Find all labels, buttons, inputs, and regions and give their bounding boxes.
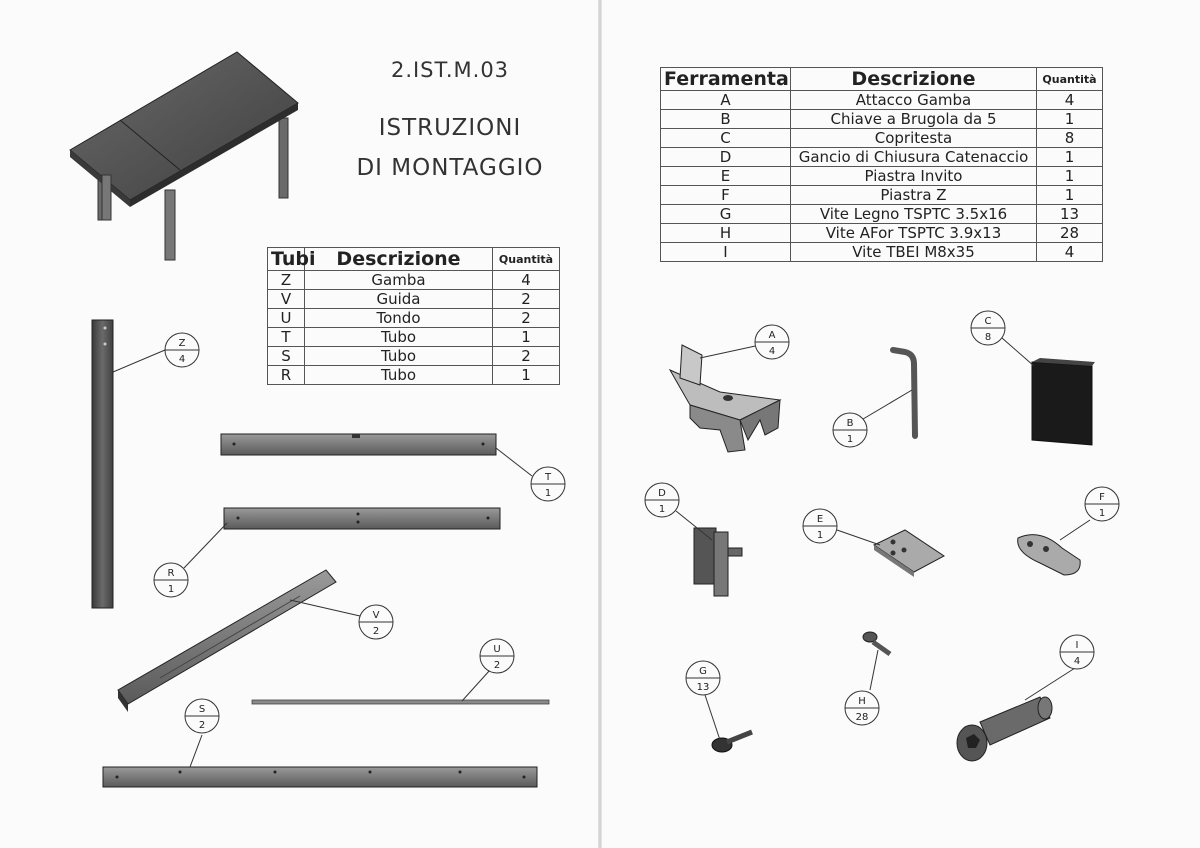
callout-d <box>645 483 679 517</box>
ferramenta-header-code: Ferramenta <box>661 68 791 91</box>
cell-qty: 1 <box>1037 186 1103 205</box>
callout-letter: Z <box>178 338 186 349</box>
document-title-line2: DI MONTAGGIO <box>356 155 544 181</box>
cell-desc: Gancio di Chiusura Catenaccio <box>791 148 1037 167</box>
cell-qty: 2 <box>493 309 560 328</box>
callout-h <box>845 691 879 725</box>
cell-qty: 8 <box>1037 129 1103 148</box>
cell-code: R <box>268 366 305 385</box>
cell-code: A <box>661 91 791 110</box>
callout-e <box>803 509 837 543</box>
tubi-header-code: Tubi <box>268 248 305 271</box>
callout-r <box>154 563 188 597</box>
callout-qty: 2 <box>372 626 380 637</box>
callout-qty: 1 <box>167 584 175 595</box>
callout-qty: 1 <box>846 434 854 445</box>
callout-qty: 2 <box>493 660 501 671</box>
cell-code: I <box>661 243 791 262</box>
callout-a <box>755 325 789 359</box>
cell-code: F <box>661 186 791 205</box>
callout-letter: F <box>1099 492 1105 503</box>
callout-t <box>531 467 565 501</box>
cell-code: H <box>661 224 791 243</box>
callout-qty: 4 <box>178 354 186 365</box>
cell-desc: Tubo <box>305 328 493 347</box>
callout-letter: R <box>167 568 175 579</box>
cell-code: E <box>661 167 791 186</box>
cell-qty: 13 <box>1037 205 1103 224</box>
callout-letter: A <box>768 330 776 341</box>
cell-code: G <box>661 205 791 224</box>
document-code: 2.IST.M.03 <box>390 58 510 82</box>
cell-qty: 4 <box>1037 91 1103 110</box>
callout-z <box>165 333 199 367</box>
cell-qty: 2 <box>493 290 560 309</box>
callout-letter: U <box>493 644 501 655</box>
callout-qty: 1 <box>816 530 824 541</box>
cell-qty: 4 <box>493 271 560 290</box>
callout-i <box>1060 635 1094 669</box>
cell-code: B <box>661 110 791 129</box>
cell-code: S <box>268 347 305 366</box>
callout-s <box>185 699 219 733</box>
callout-letter: H <box>858 696 866 707</box>
cell-qty: 4 <box>1037 243 1103 262</box>
cell-desc: Piastra Invito <box>791 167 1037 186</box>
cell-desc: Tubo <box>305 347 493 366</box>
cell-qty: 1 <box>493 328 560 347</box>
cell-desc: Vite Legno TSPTC 3.5x16 <box>791 205 1037 224</box>
callout-qty: 1 <box>1098 508 1106 519</box>
callout-u <box>480 639 514 673</box>
cell-code: V <box>268 290 305 309</box>
callout-letter: G <box>699 666 707 677</box>
callout-qty: 4 <box>1073 656 1081 667</box>
cell-qty: 1 <box>1037 110 1103 129</box>
callout-c <box>971 311 1005 345</box>
callout-letter: V <box>372 610 380 621</box>
callout-qty: 1 <box>544 488 552 499</box>
cell-desc: Guida <box>305 290 493 309</box>
cell-code: T <box>268 328 305 347</box>
tubi-header-desc: Descrizione <box>305 248 493 271</box>
callout-g <box>686 661 720 695</box>
callout-letter: B <box>846 418 854 429</box>
callout-qty: 4 <box>768 346 776 357</box>
cell-desc: Vite AFor TSPTC 3.9x13 <box>791 224 1037 243</box>
cell-code: Z <box>268 271 305 290</box>
callout-qty: 2 <box>198 720 206 731</box>
cell-desc: Tondo <box>305 309 493 328</box>
callout-letter: I <box>1075 640 1079 651</box>
callout-qty: 13 <box>696 682 710 693</box>
cell-qty: 28 <box>1037 224 1103 243</box>
ferramenta-header-qty: Quantità <box>1037 68 1103 91</box>
callout-letter: T <box>544 472 552 483</box>
cell-qty: 1 <box>1037 167 1103 186</box>
document-title-line1: ISTRUZIONI <box>378 115 522 141</box>
cell-qty: 2 <box>493 347 560 366</box>
cell-desc: Attacco Gamba <box>791 91 1037 110</box>
tubi-header-qty: Quantità <box>493 248 560 271</box>
callout-qty: 1 <box>658 504 666 515</box>
cell-desc: Vite TBEI M8x35 <box>791 243 1037 262</box>
cell-desc: Piastra Z <box>791 186 1037 205</box>
ferramenta-header-desc: Descrizione <box>791 68 1037 91</box>
callout-b <box>833 413 867 447</box>
cell-qty: 1 <box>493 366 560 385</box>
callout-f <box>1085 487 1119 521</box>
callout-letter: S <box>198 704 206 715</box>
callout-letter: D <box>658 488 666 499</box>
cell-code: D <box>661 148 791 167</box>
callout-qty: 8 <box>984 332 992 343</box>
cell-qty: 1 <box>1037 148 1103 167</box>
callout-qty: 28 <box>855 712 869 723</box>
cell-desc: Tubo <box>305 366 493 385</box>
cell-desc: Copritesta <box>791 129 1037 148</box>
cell-code: C <box>661 129 791 148</box>
callout-letter: E <box>816 514 824 525</box>
callout-v <box>359 605 393 639</box>
cell-desc: Chiave a Brugola da 5 <box>791 110 1037 129</box>
cell-desc: Gamba <box>305 271 493 290</box>
cell-code: U <box>268 309 305 328</box>
callout-letter: C <box>984 316 992 327</box>
